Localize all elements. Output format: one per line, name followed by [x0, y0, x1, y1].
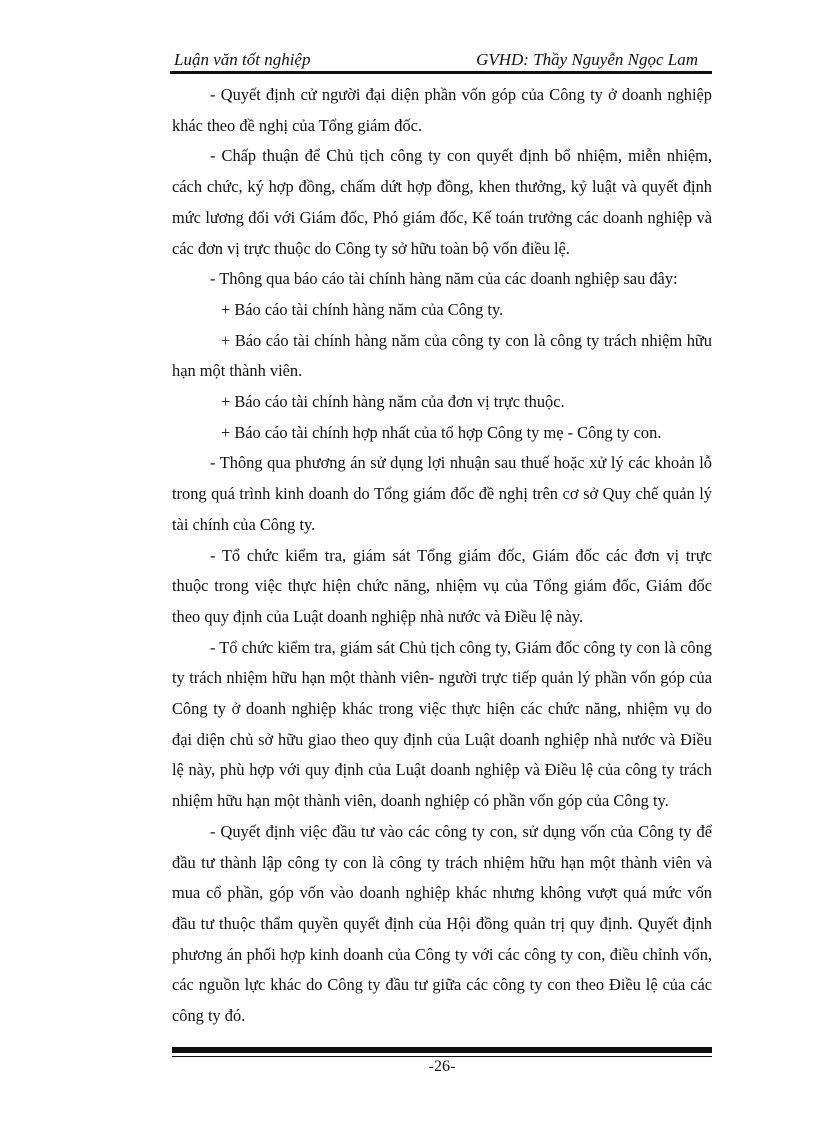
list-item-subsidiary-report: + Báo cáo tài chính hàng năm của công ty con là công ty trách nhiệm hữu hạn một thành viên. [172, 330, 712, 381]
list-item-unit-report: + Báo cáo tài chính hàng năm của đơn vị trực thuộc. [221, 392, 565, 412]
body-text [172, 80, 712, 1032]
paragraph-profit-plan: - Thông qua phương án sử dụng lợi nhuận sau thuế hoặc xử lý các khoản lỗ trong quá trình kinh doanh do Tổng giám đốc đề nghị trên cơ sở Quy chế quản lý tài chính của Công ty. [172, 453, 712, 534]
paragraph-investment-decisions: - Quyết định việc đầu tư vào các công ty con, sử dụng vốn của Công ty để đầu tư thành lập công ty con là công ty trách nhiệm hữu hạn một thành viên và mua cổ phần, góp vốn vào doanh nghiệp khác nhưng không vượt quá mức vốn đầu tư thuộc thẩm quyền quyết định của Hội đồng quản trị quy định. Quyết định phương án phối hợp kinh doanh của Công ty với các công ty con, điều chỉnh vốn, các nguồn lực khác do Công ty đầu tư giữa các công ty con theo Điều lệ của các công ty đó. [172, 821, 712, 1026]
list-item-consolidated-report: + Báo cáo tài chính hợp nhất của tổ hợp Công ty mẹ - Công ty con. [221, 422, 662, 442]
paragraph-approve-financial-reports: - Thông qua báo cáo tài chính hàng năm của các doanh nghiệp sau đây: [210, 269, 678, 289]
footer-rule-thick [172, 1047, 712, 1053]
paragraph-supervise-director: - Tổ chức kiểm tra, giám sát Tổng giám đốc, Giám đốc các đơn vị trực thuộc trong việc thực hiện chức năng, nhiệm vụ của Tổng giám đốc, Giám đốc theo quy định của Luật doanh nghiệp nhà nước và Điều lệ này. [172, 545, 712, 626]
header-thesis-title: Luận văn tốt nghiệp [174, 50, 311, 69]
page-header [170, 42, 712, 74]
paragraph-supervise-subsidiary: - Tổ chức kiểm tra, giám sát Chủ tịch công ty, Giám đốc công ty con là công ty trách nhiệm hữu hạn một thành viên- người trực tiếp quản lý phần vốn góp của Công ty ở doanh nghiệp khác trong việc thực hiện các chức năng, nhiệm vụ do đại diện chủ sở hữu giao theo quy định của Luật doanh nghiệp nhà nước và Điều lệ này, phù hợp với quy định của Luật doanh nghiệp và Điều lệ của công ty trách nhiệm hữu hạn một thành viên, doanh nghiệp có phần vốn góp của Công ty. [172, 637, 712, 811]
list-item-company-report: + Báo cáo tài chính hàng năm của Công ty. [221, 299, 504, 319]
paragraph-appoint-representative: - Quyết định cử người đại diện phần vốn góp của Công ty ở doanh nghiệp khác theo đề nghị của Tổng giám đốc. [172, 85, 712, 135]
header-rule [170, 71, 712, 74]
header-advisor: GVHD: Thầy Nguyễn Ngọc Lam [476, 50, 698, 69]
page-number: -26- [428, 1058, 456, 1075]
paragraph-approve-chairman-decisions: - Chấp thuận để Chủ tịch công ty con quyết định bổ nhiệm, miễn nhiệm, cách chức, ký hợp đồng, chấm dứt hợp đồng, khen thưởng, kỷ luật và quyết định mức lương đối với Giám đốc, Phó giám đốc, Kế toán trưởng các doanh nghiệp và các đơn vị trực thuộc do Công ty sở hữu toàn bộ vốn điều lệ. [172, 146, 712, 258]
